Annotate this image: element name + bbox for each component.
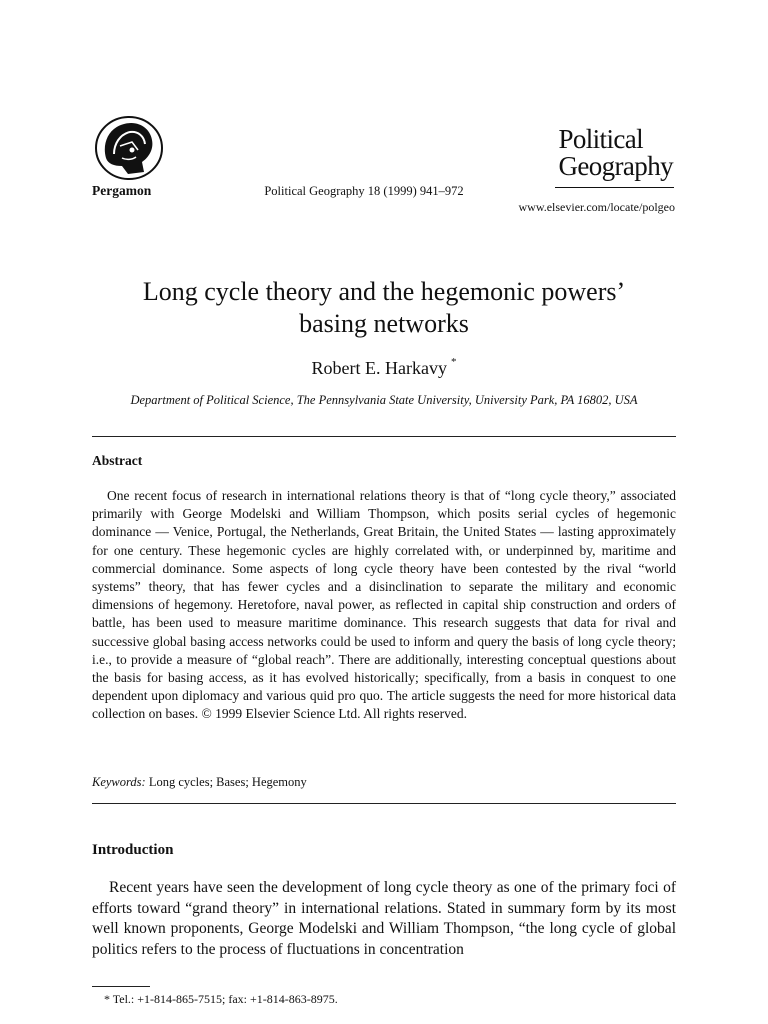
introduction-heading: Introduction (92, 842, 174, 858)
author-name: Robert E. Harkavy (311, 358, 447, 378)
journal-title-rule (555, 187, 674, 188)
article-title-line1: Long cycle theory and the hegemonic powers’ (142, 277, 626, 306)
article-title-line2: basing networks (299, 309, 469, 338)
abstract-top-rule (92, 436, 676, 437)
abstract-heading: Abstract (92, 453, 143, 468)
journal-title-line2: Geography (558, 151, 673, 181)
journal-title (558, 126, 673, 180)
journal-url-link[interactable]: www.elsevier.com/locate/polgeo (518, 200, 675, 214)
journal-title-line1: Political (558, 124, 644, 154)
abstract-bottom-rule (92, 803, 676, 804)
author-footnote-mark[interactable]: * (450, 356, 457, 368)
abstract-body: One recent focus of research in international relations theory is that of “long cycle theory,” associated primarily with George Modelski and William Thompson, which posits serial cycles of hegemonic dominance — Venice, Portugal, the Netherlands, Great Britain, the United States — lasting approximately for one century. These hegemonic cycles are highly correlated with, or underpinned by, maritime and commercial dominance. Some aspects of long cycle theory have been contested by the rival “world systems” theory, that has fewer cycles and a disinclination to separate the military and economic dimensions of hegemony. Heretofore, naval power, as reflected in capital ship construction and orders of battle, has been used to measure maritime dominance. This research suggests that data for rival and successive global basing access networks could be used to inform and query the basis of long cycle theory; i.e., to provide a measure of “global reach”. There are additionally, interesting conceptual questions about the basis for basing access, as it has evolved historically; specifically, from a basis in conquest to one dependent upon diplomacy and various quid pro quo. The article suggests the need for more historical data collection on bases. © 1999 Elsevier Science Ltd. All rights reserved. (92, 488, 676, 722)
journal-citation: Political Geography 18 (1999) 941–972 (264, 184, 464, 198)
footnote-rule (92, 986, 150, 987)
introduction-body: Recent years have seen the development of long cycle theory as one of the primary foci of efforts toward “grand theory” in international relations. Stated in summary form by its most well known proponents, George Modelski and William Thompson, “the long cycle of global politics refers to the process of fluctuations in concentration (92, 879, 676, 958)
article-title (0, 276, 768, 340)
publisher-name: Pergamon (92, 183, 152, 198)
author-line (0, 356, 768, 379)
pergamon-logo-icon (92, 114, 166, 182)
keywords-label: Keywords: (92, 775, 146, 789)
keywords-list: Long cycles; Bases; Hegemony (148, 775, 307, 789)
author-affiliation: Department of Political Science, The Pennsylvania State University, University Park, PA 16802, USA (130, 393, 638, 407)
author-footnote: * Tel.: +1-814-865-7515; fax: +1-814-863-8975. (104, 992, 338, 1006)
keywords-line (92, 775, 307, 790)
